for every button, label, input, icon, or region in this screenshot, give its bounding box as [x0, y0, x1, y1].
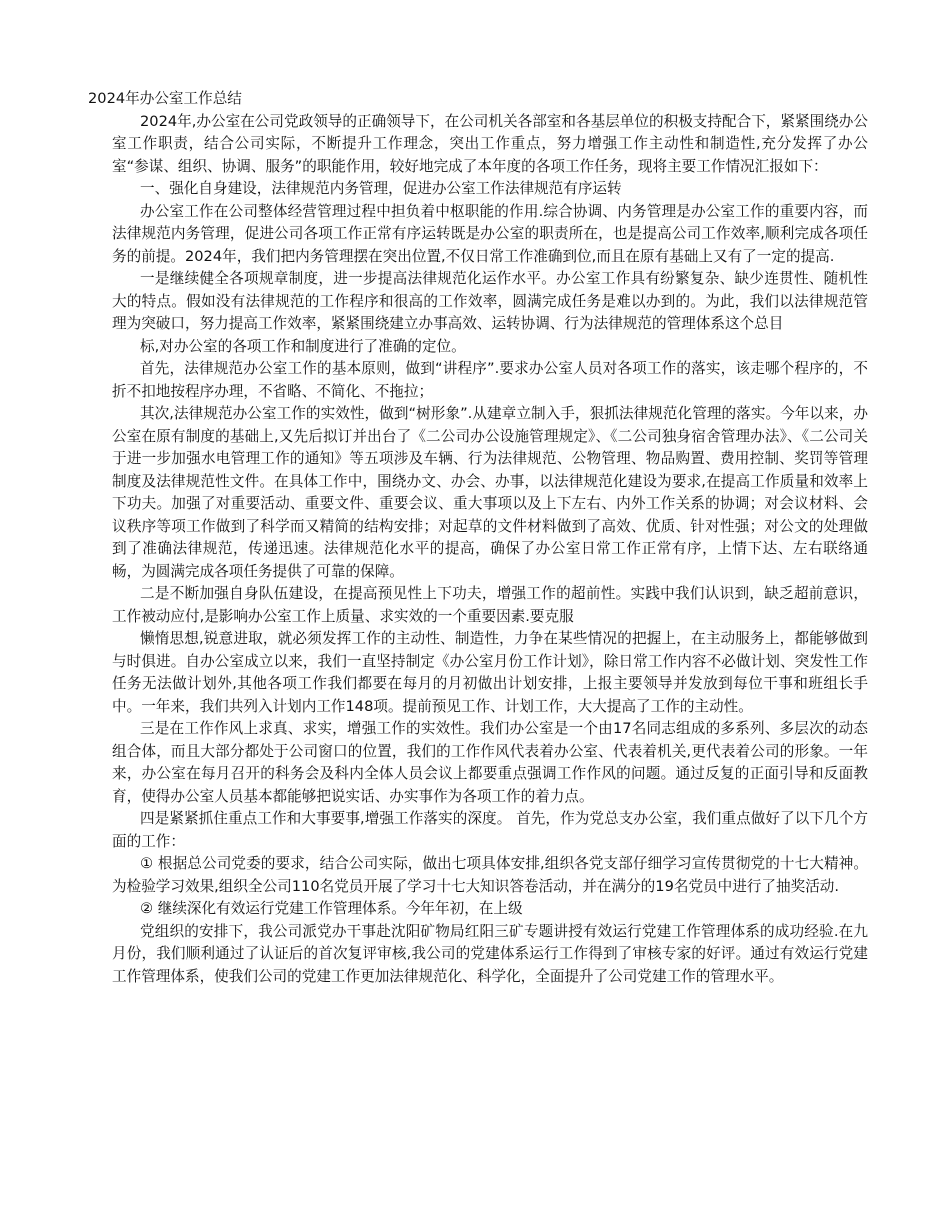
body-paragraph: 一是继续健全各项规章制度，进一步提高法律规范化运作水平。办公室工作具有纷繁复杂、缺少连贯性、随机性大的特点。假如没有法律规范的工作程序和很高的工作效率，圆满完成任务是难以办到的。为此，我们以法律规范管理为突破口，努力提高工作效率，紧紧围绕建立办事高效、运转协调、行为法律规范的管理体系这个总目: [112, 270, 868, 332]
body-paragraph: 四是紧紧抓住重点工作和大事要事,增强工作落实的深度。 首先，作为党总支办公室，我们重点做好了以下几个方面的工作：: [112, 810, 868, 850]
body-paragraph: 党组织的安排下，我公司派党办干事赴沈阳矿物局红阳三矿专题讲授有效运行党建工作管理体系的成功经验.在九月份，我们顺利通过了认证后的首次复评审核,我公司的党建体系运行工作得到了审核专家的好评。通过有效运行党建工作管理体系，使我们公司的党建工作更加法律规范化、科学化，全面提升了公司党建工作的管理水平。: [112, 922, 868, 985]
intro-paragraph: 2024年,办公室在公司党政领导的正确领导下，在公司机关各部室和各基层单位的积极支持配合下，紧紧围绕办公室工作职责，结合公司实际，不断提升工作理念，突出工作重点，努力增强工作主动性和制造性,充分发挥了办公室“参谋、组织、协调、服务”的职能作用，较好地完成了本年度的各项工作任务，现将主要工作情况汇报如下：: [112, 112, 868, 175]
body-paragraph: 办公室工作在公司整体经营管理过程中担负着中枢职能的作用.综合协调、内务管理是办公室工作的重要内容，而法律规范内务管理，促进公司各项工作正常有序运转既是办公室的职责所在，也是提高公司工作效率,顺利完成各项任务的前提。2024年，我们把内务管理摆在突出位置,不仅日常工作准确到位,而且在原有基础上又有了一定的提高.: [112, 202, 868, 265]
list-item-2: ② 继续深化有效运行党建工作管理体系。今年年初，在上级: [140, 900, 523, 917]
body-paragraph: 三是在工作作风上求真、求实，增强工作的实效性。我们办公室是一个由17名同志组成的多系列、多层次的动态组合体，而且大部分都处于公司窗口的位置，我们的工作作风代表着办公室、代表着机关,更代表着公司的形象。一年来，办公室在每月召开的科务会及科内全体人员会议上都要重点强调工作作风的问题。通过反复的正面引导和反面教育，使得办公室人员基本都能够把说实话、办实事作为各项工作的着力点。: [112, 720, 868, 805]
body-paragraph: 首先，法律规范办公室工作的基本原则，做到“讲程序”.要求办公室人员对各项工作的落实，该走哪个程序的，不折不扣地按程序办理，不省略、不简化、不拖拉；: [112, 360, 868, 400]
body-paragraph: 其次,法律规范办公室工作的实效性，做到“树形象”.从建章立制入手，狠抓法律规范化管理的落实。今年以来，办公室在原有制度的基础上,又先后拟订并出台了《二公司办公设施管理规定》、《二公司独身宿舍管理办法》、《二公司关于进一步加强水电管理工作的通知》等五项涉及车辆、行为法律规范、公物管理、物品购置、费用控制、奖罚等管理制度及法律规范性文件。在具体工作中，围绕办文、办会、办事，以法律规范化建设为要求,在提高工作质量和效率上下功夫。加强了对重要活动、重要文件、重要会议、重大事项以及上下左右、内外工作关系的协调；对会议材料、会议秩序等项工作做到了科学而又精简的结构安排；对起草的文件材料做到了高效、优质、针对性强；对公文的处理做到了准确法律规范，传递迅速。法律规范化水平的提高，确保了办公室日常工作正常有序，上情下达、左右联络通畅，为圆满完成各项任务提供了可靠的保障。: [112, 405, 868, 580]
body-paragraph: 二是不断加强自身队伍建设，在提高预见性上下功夫，增强工作的超前性。实践中我们认识到，缺乏超前意识，工作被动应付,是影响办公室工作上质量、求实效的一个重要因素.要克服: [112, 585, 868, 625]
body-paragraph-continuation: 标,对办公室的各项工作和制度进行了准确的定位。: [140, 337, 466, 355]
section-heading: 一、强化自身建设，法律规范内务管理，促进办公室工作法律规范有序运转: [140, 180, 622, 197]
document-title: 2024年办公室工作总结: [88, 90, 242, 107]
body-paragraph: 懒惰思想,锐意进取，就必须发挥工作的主动性、制造性，力争在某些情况的把握上，在主动服务上，都能够做到与时俱进。自办公室成立以来，我们一直坚持制定《办公室月份工作计划》，除日常工作内容不必做计划、突发性工作任务无法做计划外,其他各项工作我们都要在每月的月初做出计划安排，上报主要领导并发放到每位干事和班组长手中。一年来，我们共列入计划内工作148项。提前预见工作、计划工作，大大提高了工作的主动性。: [112, 630, 868, 715]
list-item-1: ① 根据总公司党委的要求，结合公司实际，做出七项具体安排,组织各党支部仔细学习宣传贯彻党的十七大精神。为检验学习效果,组织全公司110名党员开展了学习十七大知识答卷活动，并在满分的19名党员中进行了抽奖活动.: [112, 855, 868, 895]
